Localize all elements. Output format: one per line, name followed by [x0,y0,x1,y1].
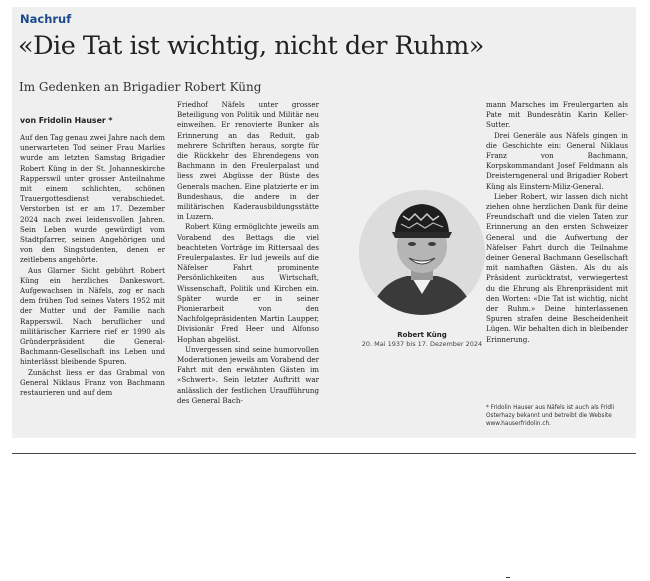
portrait-icon [359,190,485,315]
text-column-1 [20,133,165,398]
paragraph: Friedhof Näfels unter grosser Beteiligung von Politik und Militär neu einweihen. Er renovierte Bunker als Erinnerung an das Reduit, gab mehrere Schriften heraus, sorgte für die Rückkehr des Ehrendegens von Bachmann in den Freulerpalast und liess zwei Abgüsse der Büste des Generals machen. Eine platzierte er im Bundeshaus, die andere in der militärischen Kaderausbildungsstätte in Luzern. [177,100,319,222]
paragraph: mann Marsches im Freulergarten als Pate mit Bundesrätin Karin Keller-Sutter. [486,100,628,130]
paragraph: Zunächst liess er das Grabmal von General Niklaus Franz von Bachmann restaurieren und auf dem [20,367,165,398]
paragraph: Aus Glarner Sicht gebührt Robert Küng ein herzliches Dankeswort. Aufgewachsen in Näfels, zog er nach dem frühen Tod seines Vaters 1952 mit der Mutter und der Familie nach Rapperswil. Nach beruflicher und militärischer Karriere rief er 1990 als Gründerpräsident die General-Bachmann-Gesellschaft ins Leben und hinterlässt bleibende Spuren. [20,265,165,367]
text-column-3 [486,100,628,345]
photo-caption-dates: 20. Mai 1937 bis 17. Dezember 2024 [361,340,483,348]
paragraph: Lieber Robert, wir lassen dich nicht ziehen ohne herzlichen Dank für deine Freundschaft und die vielen Taten zur Erinnerung an den ersten Schweizer General und die Aufwertung der Näfelser Fahrt durch die Teilnahme deiner General Bachmann Gesellschaft mit namhaften Gästen. Als du als Präsident zurücktratst, verwiegertest du die Ehrung als Ehrenpräsident mit den Worten: «Die Tat ist wichtig, nicht der Ruhm.» Deine hinterlassenen Spuren strafen deine Bescheidenheit Lügen. Wir behalten dich in bleibender Erinnerung. [486,191,628,344]
paragraph: Auf den Tag genau zwei Jahre nach dem unerwarteten Tod seiner Frau Marlies wurde am letzten Samstag Brigadier Robert Küng in der St. Johanneskirche Rapperswil unter grosser Anteilnahme mit einem schlichten, schönen Trauergottesdienst verabschiedet. Verstorben ist er am 17. Dezember 2024 nach zwei leidensvollen Jahren. Sein Leben wurde gewürdigt vom Stadtpfarrer, seinen Angehörigen und von den Singstudenten, denen er zeitlebens angehörte. [20,133,165,265]
portrait-photo [359,190,485,315]
scan-speck [506,577,510,578]
photo-caption-name: Robert Küng [397,331,447,339]
text-column-2 [177,100,319,406]
subtitle: Im Gedenken an Brigadier Robert Küng [19,80,262,94]
rubric-label: Nachruf [20,12,72,26]
paragraph: Drei Generäle aus Näfels gingen in die Geschichte ein: General Niklaus Franz von Bachmann, Korpskommandant Josef Feldmann als Dreisterngeneral und Brigadier Robert Küng als Einstern-Miliz-General. [486,130,628,191]
author-footnote: * Fridolin Hauser aus Näfels ist auch als Fridli Osterhazy bekannt und betreibt die Website www.hauserfridolin.ch. [486,405,615,427]
paragraph: Robert Küng ermöglichte jeweils am Vorabend des Bettags die viel beachteten Vorträge im Rittersaal des Freulerpalastes. Er lud jeweils auf die Näfelser Fahrt prominente Persönlichkeiten aus Wirtschaft, Wissenschaft, Politik und Kirchen ein. Später wurde er in seiner Pionierarbeit von den Nachfolgepräsidenten Martin Laupper, Divisionär Fred Heer und Alfonso Hophan abgelöst. [177,222,319,344]
article-panel [12,7,636,438]
author-byline: von Fridolin Hauser * [20,116,113,125]
divider-line [12,453,636,454]
headline: «Die Tat ist wichtig, nicht der Ruhm» [18,31,484,61]
paragraph: Unvergessen sind seine humorvollen Moderationen jeweils am Vorabend der Fahrt mit den erwähnten Gästen im «Schwert». Sein letzter Auftritt war anlässlich der festlichen Uraufführung des General Bach- [177,344,319,405]
